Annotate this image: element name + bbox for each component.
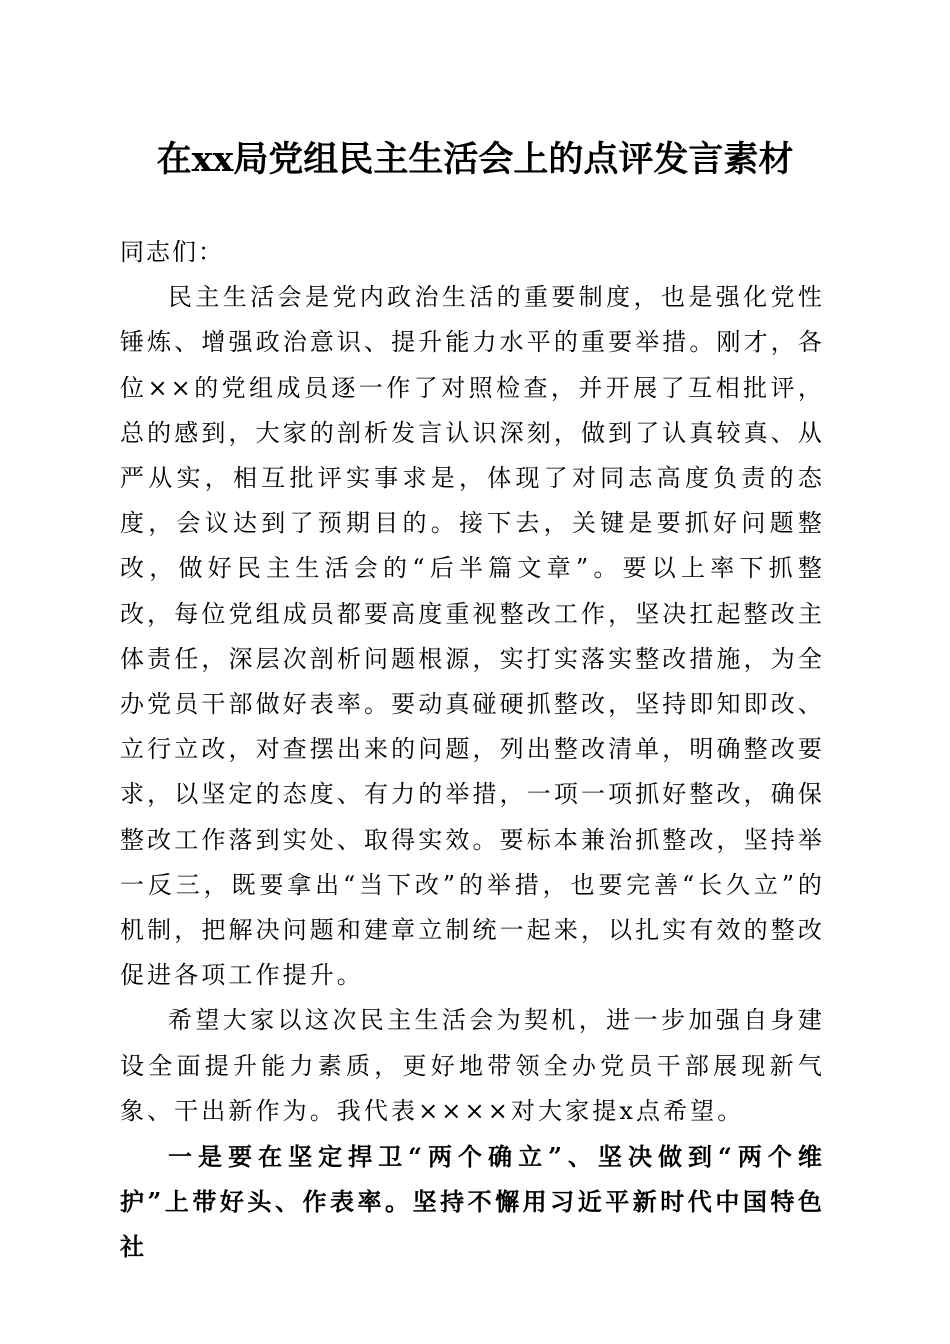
document-body [120,230,825,1270]
salutation: 同志们： [120,238,224,266]
paragraph-2: 希望大家以这次民主生活会为契机，进一步加强自身建设全面提升能力素质，更好地带领全办党员干部展现新气象、干出新作为。我代表××××对大家提x点希望。 [120,1006,825,1125]
paragraph-3: 一是要在坚定捍卫“两个确立”、坚决做到“两个维护”上带好头、作表率。坚持不懈用习近平新时代中国特色社 [120,1142,825,1262]
document-title: 在xx局党组民主生活会上的点评发言素材 [156,139,794,180]
paragraph-1: 民主生活会是党内政治生活的重要制度，也是强化党性锤炼、增强政治意识、提升能力水平的重要举措。刚才，各位××的党组成员逐一作了对照检查，并开展了互相批评，总的感到，大家的剖析发言认识深刻，做到了认真较真、从严从实，相互批评实事求是，体现了对同志高度负责的态度，会议达到了预期目的。接下去，关键是要抓好问题整改，做好民主生活会的“后半篇文章”。要以上率下抓整改，每位党组成员都要高度重视整改工作，坚决扛起整改主体责任，深层次剖析问题根源，实打实落实整改措施，为全办党员干部做好表率。要动真碰硬抓整改，坚持即知即改、立行立改，对查摆出来的问题，列出整改清单，明确整改要求，以坚定的态度、有力的举措，一项一项抓好整改，确保整改工作落到实处、取得实效。要标本兼治抓整改，坚持举一反三，既要拿出“当下改”的举措，也要完善“长久立”的机制，把解决问题和建章立制统一起来，以扎实有效的整改促进各项工作提升。 [120,283,825,990]
